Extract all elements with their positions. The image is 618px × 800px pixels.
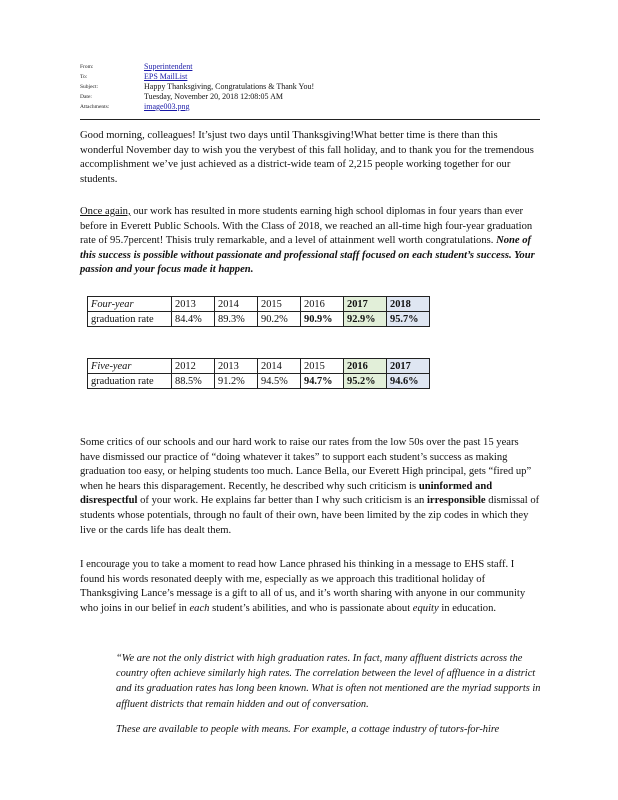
table-label: graduation rate [88, 312, 172, 327]
quote-paragraph-2: These are available to people with means. For example, a cottage industry of tutors-for-hire [116, 724, 500, 735]
year-cell: 2015 [301, 359, 344, 374]
year-cell: 2012 [172, 359, 215, 374]
from-label: From: [80, 64, 94, 70]
five-year-rates-row [88, 374, 430, 389]
critics-text-c: of your work. He explains far better than I why such criticism is an [137, 495, 427, 507]
five-year-rate-table [87, 358, 430, 389]
critics-text-d: dismissal of students whose potentials, through no fault of their own, have been limited by the zip codes in which they live or the cards life has dealt them. [80, 495, 540, 536]
uninformed-emphasis: uninformed and disrespectful [80, 480, 493, 507]
rate-cell: 84.4% [172, 312, 215, 327]
email-header [80, 62, 314, 112]
each-emphasis: each [189, 602, 210, 614]
year-cell: 2016 [344, 359, 387, 374]
once-again-text: Once again, [80, 206, 131, 217]
table-label: graduation rate [88, 374, 172, 389]
header-attachments-row [80, 102, 314, 112]
graduation-body-text: our work has resulted in more students earning high school diplomas in four years than ever before in Everett Public Schools. With the Class of 2018, we reached an all-time high four-year graduation rate of 95.7percent! Thisis truly remarkable, and a level of attainment well worth congratulations. [80, 206, 533, 247]
year-cell: 2016 [301, 297, 344, 312]
subject-value: Happy Thanksgiving, Congratulations & Thank You! [144, 82, 315, 91]
attachment-link[interactable]: image003.png [144, 102, 190, 111]
encourage-text-b: student’s abilities, and who is passionate about [209, 602, 413, 614]
header-from-row [80, 62, 314, 72]
attachments-label: Attachments: [80, 104, 110, 110]
encourage-text-a: I encourage you to take a moment to read how Lance phrased his thinking in a message to EHS staff. I found his words resonated deeply with me, especially as we approach this traditional holiday of Thanksgiving Lance’s message is a gift to all of us, and it’s worth sharing with anyone in our community who joins in our belief in [80, 559, 526, 614]
rate-cell: 88.5% [172, 374, 215, 389]
critics-paragraph [80, 436, 540, 538]
from-link[interactable]: Superintendent [144, 62, 193, 71]
to-label: To: [80, 74, 88, 80]
rate-cell: 89.3% [215, 312, 258, 327]
critics-text-a: Some critics of our schools and our hard work to raise our rates from the low 50s over the past 15 years have dismissed our practice of “doing whatever it takes” to support each student’s success as making graduation too easy, or helping students too much. Lance Bella, our Everett High principal, gets “fired up” when he hears this disparagement. Recently, he described why such criticism is [80, 437, 532, 492]
to-link[interactable]: EPS MailList [144, 72, 188, 81]
rate-cell: 90.9% [301, 312, 344, 327]
rate-cell: 94.5% [258, 374, 301, 389]
year-cell: 2013 [172, 297, 215, 312]
date-label: Date: [80, 94, 92, 100]
rate-cell: 94.7% [301, 374, 344, 389]
four-year-years-row [88, 297, 430, 312]
encourage-text-c: in education. [438, 602, 497, 614]
greeting-paragraph: Good morning, colleagues! It’sjust two days until Thanksgiving!What better time is there than this wonderful November day to wish you the verybest of this fall holiday, and to thank you for the tremendous accomplishment we’ve just achieved as a district-wide team of 2,215 people working together for our students. [80, 130, 534, 185]
five-year-years-row [88, 359, 430, 374]
rate-cell: 95.7% [387, 312, 430, 327]
header-date-row [80, 92, 314, 102]
date-value: Tuesday, November 20, 2018 12:08:05 AM [144, 92, 283, 101]
rate-cell: 95.2% [344, 374, 387, 389]
graduation-paragraph [80, 205, 540, 278]
staff-emphasis-text: None of this success is possible without passionate and professional staff focused on each student’s success. Your passion and your focus made it happen. [80, 235, 535, 276]
rate-cell: 90.2% [258, 312, 301, 327]
year-cell: 2017 [344, 297, 387, 312]
year-cell: 2015 [258, 297, 301, 312]
header-subject-row [80, 82, 314, 92]
subject-label: Subject: [80, 84, 99, 90]
year-cell: 2014 [215, 297, 258, 312]
encourage-paragraph [80, 558, 540, 616]
table-label: Four-year [88, 297, 172, 312]
rate-cell: 94.6% [387, 374, 430, 389]
four-year-rate-table [87, 296, 430, 327]
year-cell: 2014 [258, 359, 301, 374]
year-cell: 2013 [215, 359, 258, 374]
rate-cell: 91.2% [215, 374, 258, 389]
rate-cell: 92.9% [344, 312, 387, 327]
irresponsible-emphasis: irresponsible [426, 495, 486, 507]
header-to-row [80, 72, 314, 82]
four-year-rates-row [88, 312, 430, 327]
equity-emphasis: equity [412, 602, 439, 614]
table-label: Five-year [88, 359, 172, 374]
year-cell: 2018 [387, 297, 430, 312]
year-cell: 2017 [387, 359, 430, 374]
quote-paragraph-1: “We are not the only district with high graduation rates. In fact, many affluent districts across the country often achieve similarly high rates. The correlation between the level of affluence in a district and its graduation rates has long been known. What is often not mentioned are the myriad supports in affluent districts that remain hidden and out of conversation. [116, 653, 541, 710]
header-divider [80, 119, 540, 120]
